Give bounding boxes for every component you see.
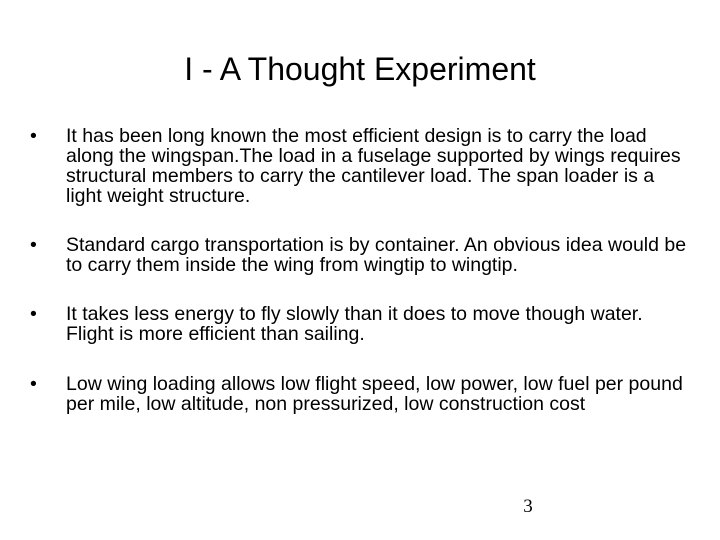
bullet-item bbox=[30, 304, 690, 344]
bullet-item bbox=[30, 374, 690, 414]
bullet-list bbox=[30, 126, 690, 414]
page-number: 3 bbox=[523, 496, 533, 517]
bullet-point-icon: • bbox=[30, 373, 37, 395]
bullet-point-icon: • bbox=[30, 303, 37, 325]
bullet-text: Low wing loading allows low flight speed, low power, low fuel per pound per mile, low altitude, non pressurized, low construction cost bbox=[66, 373, 683, 415]
slide-title: I - A Thought Experiment bbox=[184, 51, 536, 87]
bullet-text: It takes less energy to fly slowly than it does to move though water. Flight is more efficient than sailing. bbox=[66, 303, 643, 345]
bullet-item bbox=[30, 235, 690, 275]
bullet-text: It has been long known the most efficient design is to carry the load along the wingspan.The load in a fuselage supported by wings requires structural members to carry the cantilever load. The span loader is a light weight structure. bbox=[66, 125, 681, 207]
bullet-point-icon: • bbox=[30, 125, 37, 147]
bullet-point-icon: • bbox=[30, 234, 37, 256]
bullet-item bbox=[30, 126, 690, 206]
bullet-text: Standard cargo transportation is by container. An obvious idea would be to carry them inside the wing from wingtip to wingtip. bbox=[66, 234, 687, 276]
